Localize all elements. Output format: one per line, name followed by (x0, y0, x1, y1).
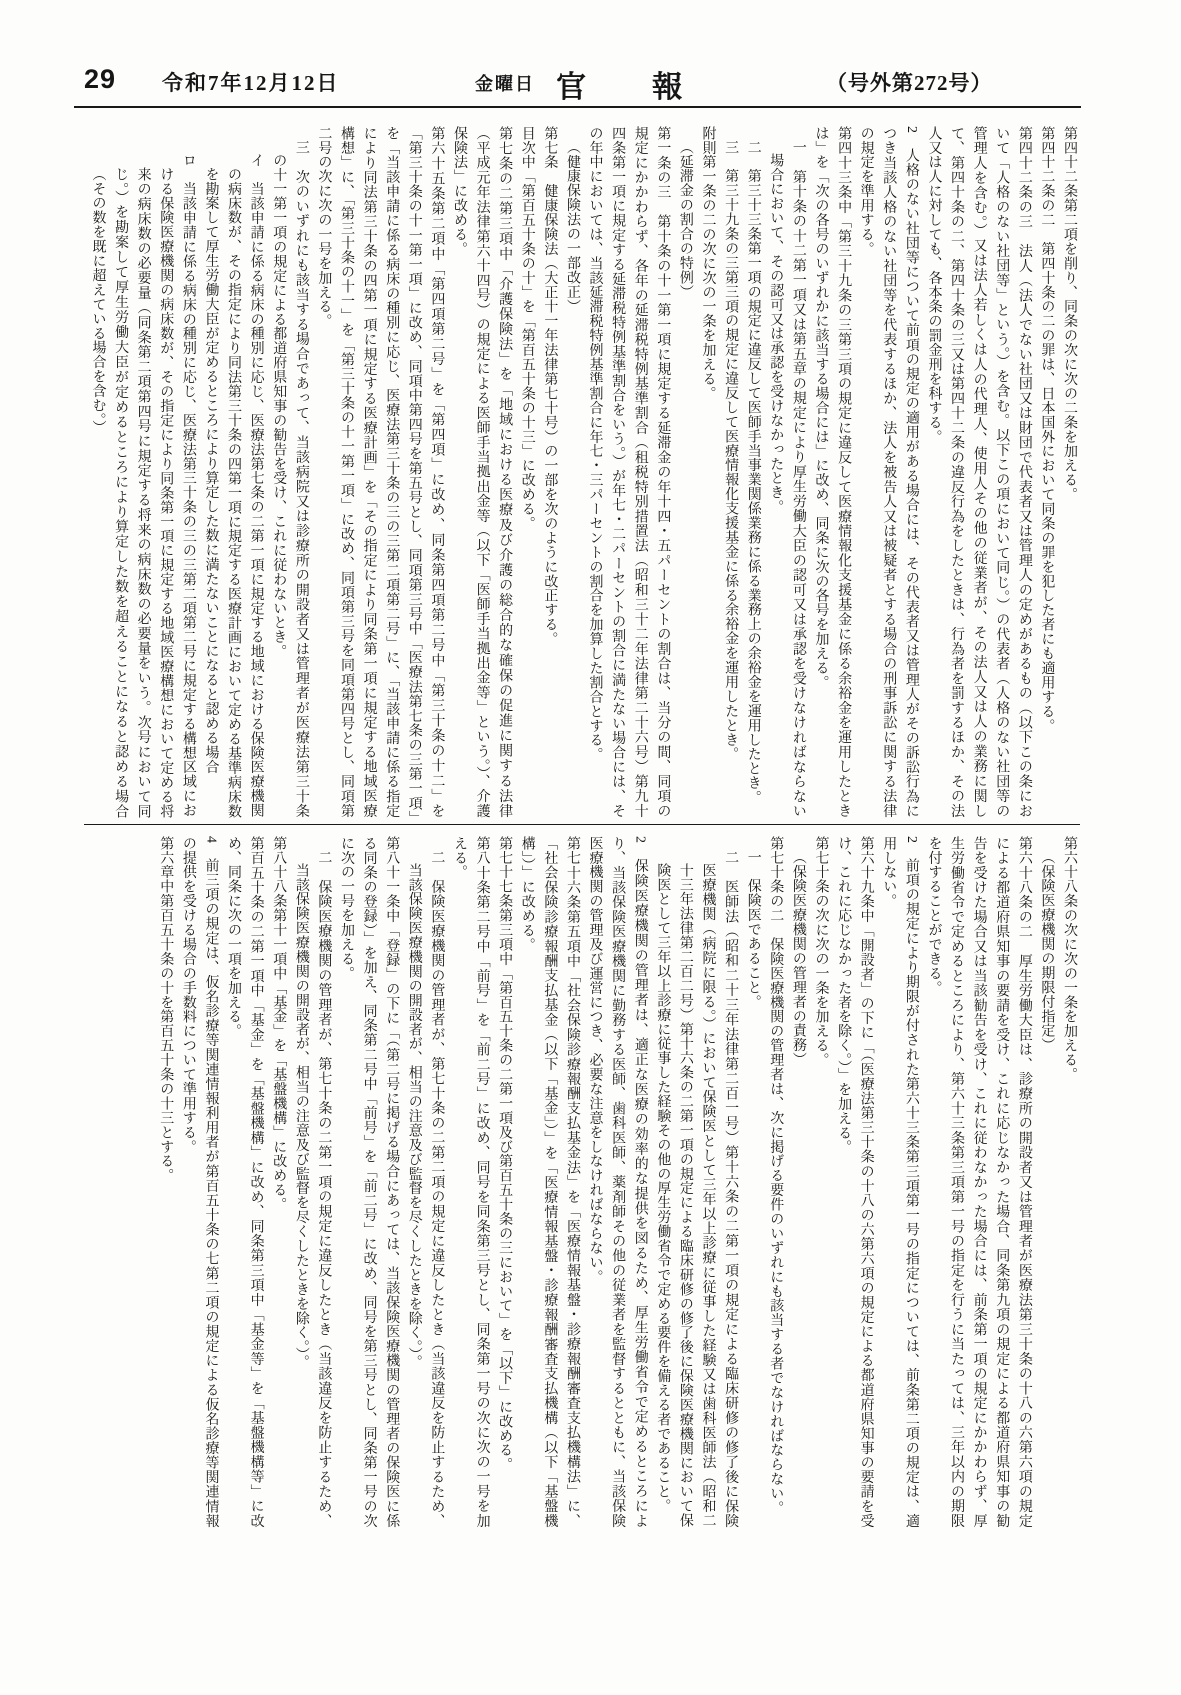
law-paragraph: 第四十二条第二項を削り、同条の次に次の二条を加える。 (1062, 126, 1077, 502)
law-paragraph: 二 保険医療機関の管理者が、第七十条の二第一項の規定に違反したとき（当該違反を防止するため、当該保険医療機関の開設者が、相当の注意及び監督を尽くしたときを除く。）。 (293, 849, 332, 1528)
law-paragraph: 目次中「第百五十条の十」を「第百五十条の十三」に改める。 (519, 126, 535, 531)
law-paragraph: 第六十八条の二 厚生労働大臣は、診療所の開設者又は管理者が医療法第三十条の十八の六第六項の規定による都道府県知事の要請を受け、これに応じなかった場合、同条第九項の規定による都道府県知事の勧告を受けた場合又は当該勧告を受け、これに従わなかった場合には、前条第一項の規定にかかわらず、厚生労働省令で定めるところにより、第六十三条第三項第一号の指定を行うに当たっては、三年以内の期限を付することができる。 (926, 836, 1032, 1528)
law-paragraph: 一 第十条の十二第一項又は第五章の規定により厚生労働大臣の認可又は承認を受けなければならない場合において、その認可又は承認を受けなかったとき。 (768, 139, 806, 818)
law-paragraph: （保険医療機関の管理者の責務） (790, 850, 806, 1067)
law-paragraph: 附則第一条の二の次に次の一条を加える。 (700, 126, 716, 401)
law-paragraph: 第一条の三 第十条の十一第一項に規定する延滞金の年十四・五パーセントの割合は、当分の間、同項の規定にかかわらず、各年の延滞税特例基準割合（租税特別措置法（昭和三十二年法律第二十六号）第九十四条第一項に規定する延滞税特例基準割合をいう。）が年七・二パーセントの割合に満たない場合には、その年中においては、当該延滞税特例基準割合に年七・三パーセントの割合を加算した割合とする。 (587, 126, 671, 818)
law-paragraph: 第六章中第百五十条の十を第百五十条の十三とする。 (158, 836, 174, 1183)
page-number: 29 (84, 64, 117, 94)
law-paragraph: 第四十二条の二 第四十条の二の罪は、日本国外において同条の罪を犯した者にも適用する。 (1039, 126, 1055, 733)
block-divider-rule (84, 824, 1080, 825)
law-paragraph: 第六十九条中「開設者」の下に「（医療法第三十条の十八の六第六項の規定による都道府県知事の要請を受け、これに応じなかった者を除く。）」を加える。 (836, 836, 874, 1528)
law-paragraph: 第八十条第二号中「前号」を「前二号」に改め、同号を同条第三号とし、同条第一号の次に次の一号を加える。 (451, 836, 490, 1528)
law-paragraph: イ 当該申請に係る病床の種別に応じ、医療法第七条の二第一項に規定する地域における保険医療機関の病床数が、その指定により同法第三十条の四第一項に規定する医療計画において定める基準病床数を勘案して厚生労働大臣が定めるところにより算定した数に満たないことになると認める場合 (203, 153, 264, 818)
law-paragraph: 第四十二条の三 法人（法人でない社団又は財団で代表者又は管理人の定めがあるもの（以下この条において「人格のない社団等」という。）を含む。以下この項において同じ。）の代表者（人格のない社団等の管理人を含む。）又は法人若しくは人の代理人、使用人その他の従業者が、その法人又は人の業務に関して、第四十条の二、第四十条の三又は第四十二条の違反行為をしたときは、行為者を罰するほか、その法人又は人に対しても、各本条の罰金刑を科する。 (926, 126, 1032, 818)
law-paragraph: 二 第三十三条第一項の規定に違反して医師手当事業関係業務に係る業務上の余裕金を運用したとき。 (745, 139, 761, 805)
law-paragraph: 第七条 健康保険法（大正十一年法律第七十号）の一部を次のように改正する。 (542, 126, 558, 647)
law-paragraph: 2 人格のない社団等について前項の規定の適用がある場合には、その代表者又は管理人がその訴訟行為につき当該人格のない社団等を代表するほか、法人を被告人又は被疑者とする場合の刑事訴訟に関する法律の規定を準用する。 (858, 126, 919, 818)
law-paragraph: （保険医療機関の期限付指定） (1039, 850, 1055, 1053)
law-paragraph: 第八十八条第十一項中「基金」を「基盤機構」に改める。 (271, 836, 287, 1212)
law-paragraph: 第百五十条の二第一項中「基金」を「基盤機構」に改め、同条第三項中「基金等」を「基盤機構等」に改め、同条に次の一項を加える。 (226, 836, 264, 1528)
law-text-block-lower (85, 836, 1080, 1528)
law-paragraph: 二 保険医療機関の管理者が、第七十条の二第二項の規定に違反したとき（当該違反を防止するため、当該保険医療機関の開設者が、相当の注意及び監督を尽くしたときを除く。）。 (406, 849, 445, 1528)
law-paragraph: 第七十条の次に次の一条を加える。 (813, 836, 829, 1068)
law-paragraph: 2 保険医療機関の管理者は、適正な医療の効率的な提供を図るため、厚生労働省令で定めるところにより、当該保険医療機関に勤務する医師、歯科医師、薬剤師その他の従業者を監督するとともに、当該保険医療機関の管理及び運営につき、必要な注意をしなければならない。 (587, 836, 648, 1528)
law-paragraph: 一 保険医であること。 (745, 849, 761, 1009)
law-paragraph: 第七条の二第三項中「介護保険法」を「地域における医療及び介護の総合的な確保の促進に関する法律（平成元年法律第六十四号）の規定による医師手当拠出金等（以下「医師手当拠出金等」という。）、介護保険法」に改める。 (451, 126, 513, 818)
law-paragraph: 第七十七条第三項中「第百五十条の二第一項及び第百五十条の三において」を「以下」に改める。 (497, 836, 513, 1472)
law-paragraph: 三 第三十九条の三第三項の規定に違反して医療情報化支援基金に係る余裕金を運用したとき。 (723, 139, 739, 762)
law-paragraph: ロ 当該申請に係る病床の種別に応じ、医療法第三十条の三の三第二項第二号に規定する構想区域における保険医療機関の病床数が、その指定により同条第一項に規定する地域医療構想において定める将来の病床数の必要量（同条第二項第四号に規定する将来の病床数の必要量をいう。次号において同じ。）を勘案して厚生労働大臣が定めるところにより算定した数を超えることになると認める場合（その数を既に超えている場合を含む。） (90, 153, 196, 818)
issue-number: （号外第272号） (826, 71, 993, 95)
law-paragraph: 第六十八条の次に次の一条を加える。 (1062, 836, 1077, 1082)
law-paragraph: 2 前項の規定により期限が付された第六十三条第三項第一号の指定については、前条第二項の規定は、適用しない。 (881, 836, 919, 1528)
law-paragraph: 第七十六条第五項中「社会保険診療報酬支払基金法」を「医療情報基盤・診療報酬審査支払機構法」に、「社会保険診療報酬支払基金（以下「基金」）」を「医療情報基盤・診療報酬審査支払機構（以下「基盤機構」）」に改める。 (519, 836, 580, 1528)
issue-weekday: 金曜日 (475, 74, 535, 94)
law-paragraph: 第八十一条中「登録」の下に「（第二号に掲げる場合にあっては、当該保険医療機関の管理者の保険医に係る同条の登録）」を加え、同条第二号中「前号」を「前二号」に改め、同号を第三号とし、同条第一号の次に次の一号を加える。 (339, 836, 400, 1528)
law-paragraph: （延滞金の割合の特例） (677, 140, 693, 299)
publication-title: 官報 (556, 71, 748, 104)
law-paragraph: 第七十条の二 保険医療機関の管理者は、次に掲げる要件のいずれにも該当する者でなければならない。 (768, 836, 784, 1516)
law-paragraph: 第四十三条中「第三十九条の三第三項の規定に違反して医療情報化支援基金に係る余裕金を運用したときは」を「次の各号のいずれかに該当する場合には」に改め、同条に次の各号を加える。 (813, 126, 852, 818)
law-paragraph: 4 前三項の規定は、仮名診療等関連情報利用者が第百五十条の七第二項の規定による仮名診療等関連情報の提供を受ける場合の手数料について準用する。 (180, 836, 219, 1528)
masthead (0, 58, 1181, 104)
header-rule (74, 106, 1081, 108)
law-paragraph: 三 次のいずれにも該当する場合であって、当該病院又は診療所の開設者又は管理者が医療法第三十条の十一第一項の規定による都道府県知事の勧告を受け、これに従わないとき。 (271, 139, 309, 818)
issue-date: 令和7年12月12日 (162, 71, 340, 95)
law-paragraph: （健康保険法の一部改正） (564, 140, 580, 314)
law-paragraph: 二 医師法（昭和二十三年法律第二百一号）第十六条の二第一項の規定による臨床研修の修了後に保険医療機関（病院に限る。）において保険医として三年以上診療に従事した経験又は歯科医師法（昭和二十三年法律第二百二号）第十六条の二第一項の規定による臨床研修の修了後に保険医療機関において保険医として三年以上診療に従事した経験その他の厚生労働省令で定める要件を備える者であること。 (655, 849, 739, 1528)
law-paragraph: 第六十五条第二項中「第四項第二号」を「第四項」に改め、同条第四項第二号中「第三十条の十二」を「第三十条の十一第一項」に改め、同項中第四号を第五号とし、同項第三号中「医療法第七条の三第一項」を「当該申請に係る病床の種別に応じ、医療法第三十条の三の三第二項第二号」に、「当該申請に係る指定により同法第三十条の四第一項に規定する医療計画」を「その指定により同条第一項に規定する地域医療構想」に、「第三十条の十一」を「第三十条の十一第一項」に改め、同項第三号を同項第四号とし、同項第二号の次に次の一号を加える。 (316, 126, 445, 818)
law-text-block-upper (85, 126, 1080, 818)
